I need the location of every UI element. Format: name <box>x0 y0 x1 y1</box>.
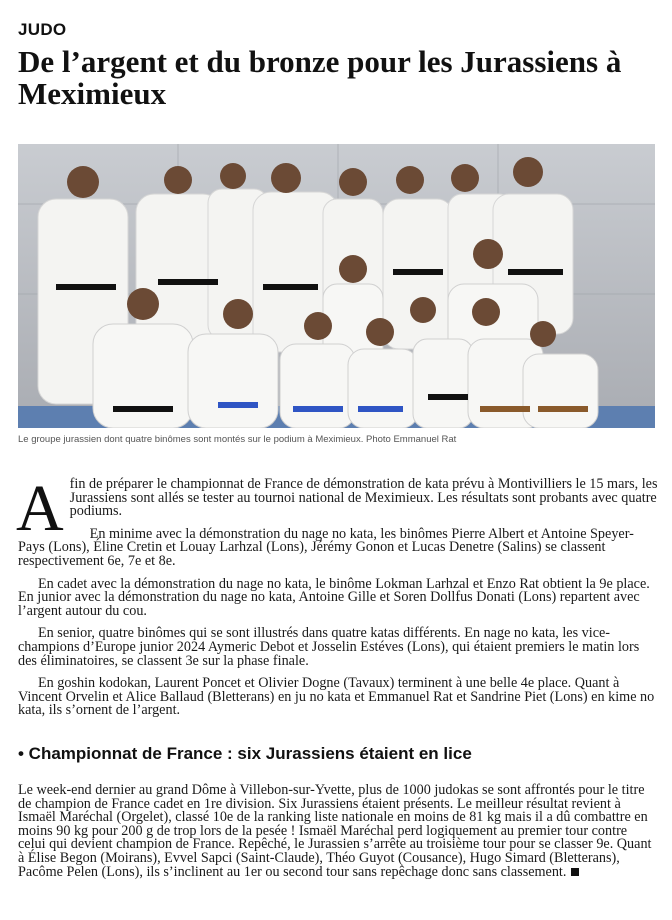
paragraph-goshin: En goshin kodokan, Laurent Poncet et Olivier Dogne (Tavaux) terminent à une belle 4e place. Quant à Vincent Orvelin et Alice Ballaud (Bletterans) en ju no kata et Emmanuel Rat et Sandrine Piet (Lons) en kime no kata, ils s’ornent de l’argent. <box>18 675 655 719</box>
lead-text: fin de préparer le championnat de France de démonstration de kata prévu à Montivilliers le 15 mars, les Jurassiens sont allés se tester au tournoi national de Meximieux. Les résultats sont probants avec quatre podiums. <box>69 476 658 520</box>
drop-cap: A <box>16 472 64 545</box>
section-label: JUDO <box>18 20 67 39</box>
end-mark-icon <box>571 868 579 876</box>
lead-paragraph <box>16 472 658 545</box>
paragraph-cadet: En cadet avec la démonstration du nage no kata, le binôme Lokman Larhzal et Enzo Rat obtient la 9e place. En junior avec la démonstration du nage no kata, Antoine Gille et Soren Dollfus Donati (Lons) repartent avec l’argent autour du cou. <box>18 575 650 619</box>
article-body-2 <box>18 784 658 879</box>
photo-caption: Le groupe jurassien dont quatre binômes sont montés sur le podium à Meximieux. Photo Emmanuel Rat <box>18 434 457 445</box>
article-body <box>16 472 658 727</box>
championship-paragraph: Le week-end dernier au grand Dôme à Villebon-sur-Yvette, plus de 1000 judokas se sont affrontés pour le titre de champion de France cadet en 1re division. Six Jurassiens étaient présents. Le meilleur résultat revient à Ismaël Maréchal (Orgelet), classé 10e de la ranking liste nationale en moins de 81 kg mais il a dû combattre en moins 90 kg pour 200 g de trop lors de la pesée ! Ismaël Maréchal perd logiquement au premier tour contre celui qui devient champion de France. Repêché, le Jurassien s’arrête au troisième tour pour se classer 9e. Quant à Élise Begon (Moirans), Evvel Sapci (Saint-Claude), Théo Guyot (Cousance), Hugo Simard (Bletterans), Pacôme Pelen (Lons), ils s’inclinent au 1er ou second tour sans repêchage donc sans classement. <box>18 782 652 880</box>
article-title: De l’argent et du bronze pour les Jurassiens à Meximieux <box>18 44 622 111</box>
group-photo <box>18 144 655 428</box>
paragraph-senior: En senior, quatre binômes qui se sont illustrés dans quatre katas différents. En nage no kata, les vice-champions d’Europe junior 2024 Aymeric Debot et Josselin Estéves (Lons), qui étaient premiers le matin lors des éliminatoires, se classent 3e sur la phase finale. <box>18 625 640 669</box>
paragraph-minime: En minime avec la démonstration du nage no kata, les binômes Pierre Albert et Antoine Speyer-Pays (Lons), Éline Cretin et Louay Larhzal (Lons), Jérémy Gonon et Lucas Denetre (Salins) se classent respectivement 6e, 7e et 8e. <box>18 525 634 569</box>
subheading: • Championnat de France : six Jurassiens étaient en lice <box>18 744 472 763</box>
group-photo-judokas-icon <box>18 144 655 428</box>
